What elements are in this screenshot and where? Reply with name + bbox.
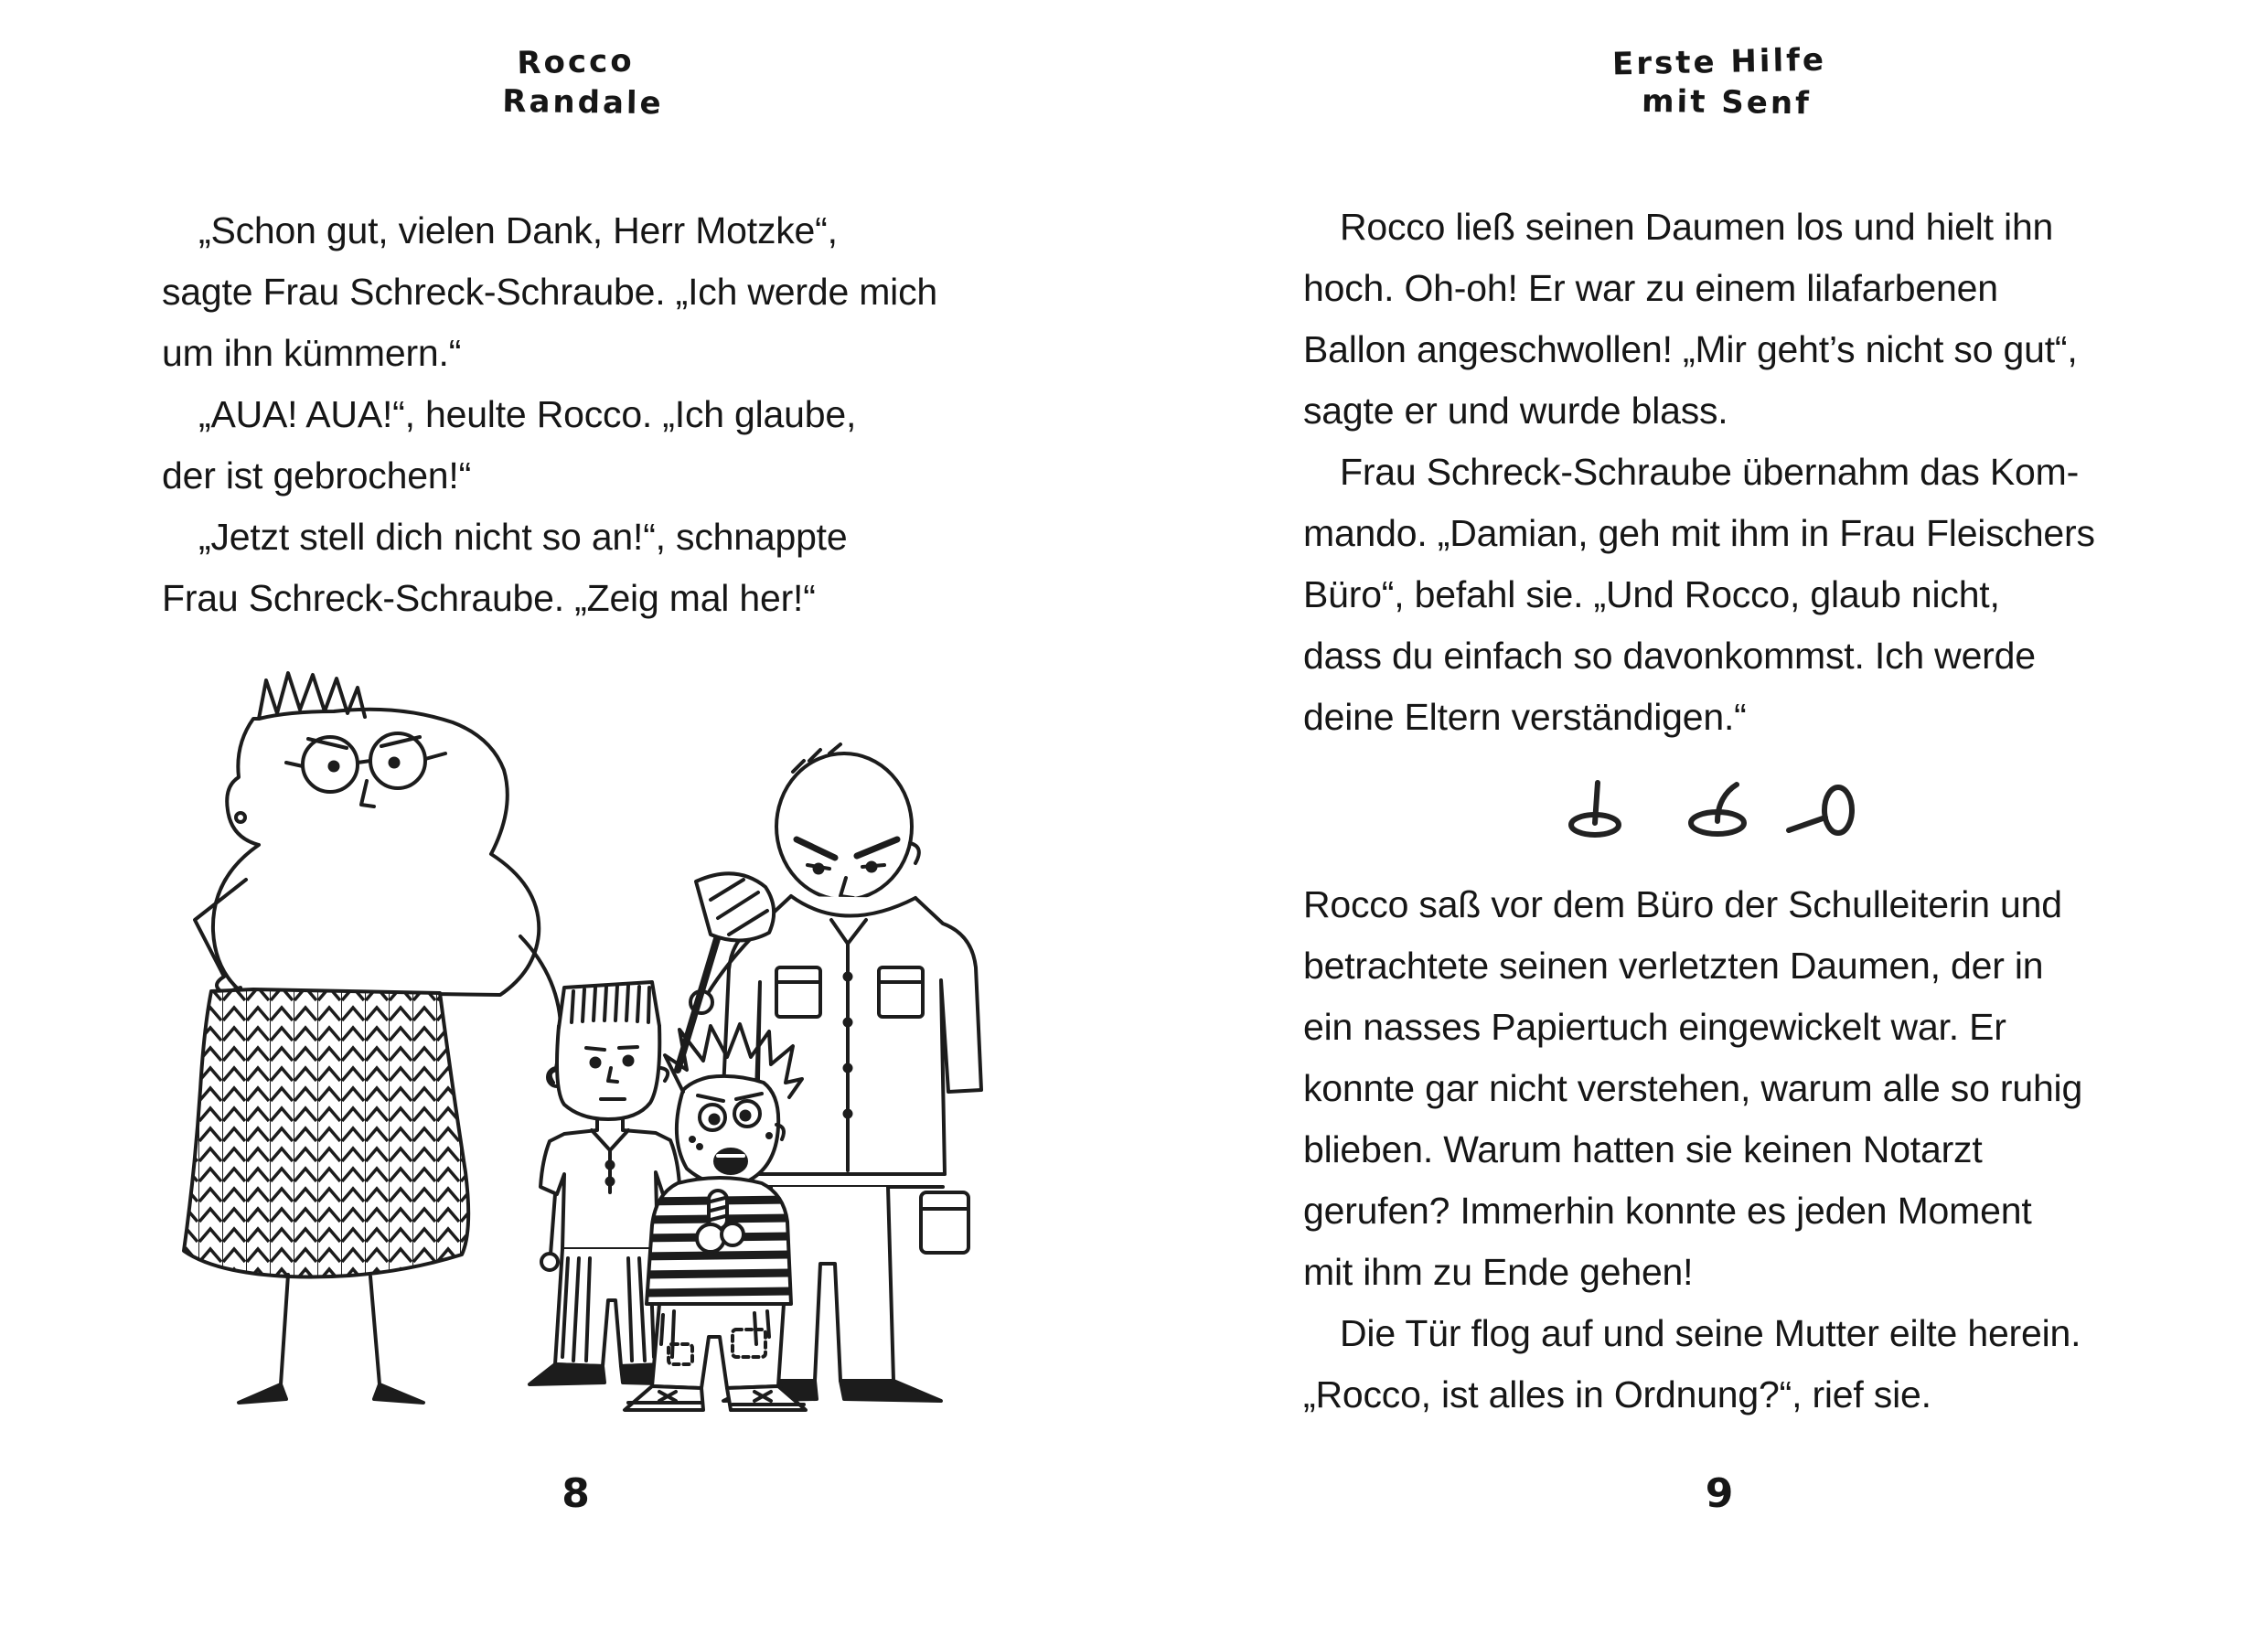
thumbtack-divider-icons <box>1564 774 1875 845</box>
text-line: Büro“, befahl sie. „Und Rocco, glaub nicht, <box>1303 573 2000 615</box>
text-line: „AUA! AUA!“, heulte Rocco. „Ich glaube, <box>198 393 857 435</box>
text-line: dass du einfach so davonkommst. Ich werde <box>1303 635 2036 677</box>
text-line: hoch. Oh-oh! Er war zu einem lilafarbenen <box>1303 267 1998 309</box>
text-line: Frau Schreck-Schraube. „Zeig mal her!“ <box>162 577 816 619</box>
figure-frau-schreck-schraube <box>184 673 573 1403</box>
text-line: „Schon gut, vielen Dank, Herr Motzke“, <box>198 209 838 251</box>
hip-pouch <box>921 1192 968 1253</box>
right-running-head-line2: mit Senf <box>1641 82 1813 123</box>
right-running-head-line1: Erste Hilfe <box>1611 41 1827 83</box>
text-line: Rocco ließ seinen Daumen los und hielt ihn <box>1340 206 2054 248</box>
text-line: konnte gar nicht verstehen, warum alle so ruhig <box>1303 1067 2083 1109</box>
right-shoe <box>840 1381 941 1401</box>
text-line: betrachtete seinen verletzten Daumen, der in <box>1303 945 2044 987</box>
hand <box>697 1224 724 1252</box>
left-page-text <box>162 209 990 638</box>
text-line: mando. „Damian, geh mit ihm in Frau Fleischers <box>1303 512 2095 554</box>
right-page-number: 9 <box>1705 1470 1734 1517</box>
text-line: sagte er und wurde blass. <box>1303 390 1728 432</box>
text-line: Ballon angeschwollen! „Mir geht’s nicht so gut“, <box>1303 328 2078 370</box>
left-running-head-line1: Rocco <box>516 42 636 82</box>
text-line: Die Tür flog auf und seine Mutter eilte herein. <box>1340 1312 2081 1354</box>
bust <box>213 845 539 995</box>
illustration <box>151 660 1020 1433</box>
text-line: Frau Schreck-Schraube übernahm das Kom- <box>1340 451 2080 493</box>
text-line: der ist gebrochen!“ <box>162 454 472 497</box>
text-line: „Rocco, ist alles in Ordnung?“, rief sie. <box>1303 1373 1931 1415</box>
left-running-head-line2: Randale <box>502 82 664 123</box>
left-shoe <box>530 1364 604 1384</box>
text-line: um ihn kümmern.“ <box>162 332 462 374</box>
herringbone-skirt <box>184 989 468 1277</box>
text-line: blieben. Warum hatten sie keinen Notarzt <box>1303 1128 1983 1170</box>
text-line: Rocco saß vor dem Büro der Schulleiterin und <box>1303 883 2062 925</box>
text-line: mit ihm zu Ende gehen! <box>1303 1251 1694 1293</box>
right-running-head <box>1303 42 2135 123</box>
hand <box>722 1223 744 1245</box>
text-line: gerufen? Immerhin konnte es jeden Moment <box>1303 1190 2032 1232</box>
open-mouth <box>715 1149 746 1173</box>
left-running-head <box>162 42 990 123</box>
thumbtack-on-side-icon <box>1789 787 1852 833</box>
section-divider <box>1303 774 2135 845</box>
belt <box>756 1174 945 1187</box>
thumbtack-tilted-icon <box>1691 785 1744 834</box>
right-page-paragraph-2 <box>1303 883 2135 1435</box>
text-line: deine Eltern verständigen.“ <box>1303 696 1747 738</box>
text-line: ein nasses Papiertuch eingewickelt war. Er <box>1303 1006 2006 1048</box>
text-line: sagte Frau Schreck-Schraube. „Ich werde mich <box>162 271 937 313</box>
right-heel-shoe <box>374 1384 423 1403</box>
left-heel-shoe <box>239 1384 286 1403</box>
thumbtack-upright-icon <box>1571 783 1619 835</box>
right-page-paragraph-1 <box>1303 206 2135 757</box>
left-page-number: 8 <box>562 1470 590 1517</box>
text-line: „Jetzt stell dich nicht so an!“, schnappte <box>198 516 848 558</box>
legs <box>281 1275 380 1384</box>
